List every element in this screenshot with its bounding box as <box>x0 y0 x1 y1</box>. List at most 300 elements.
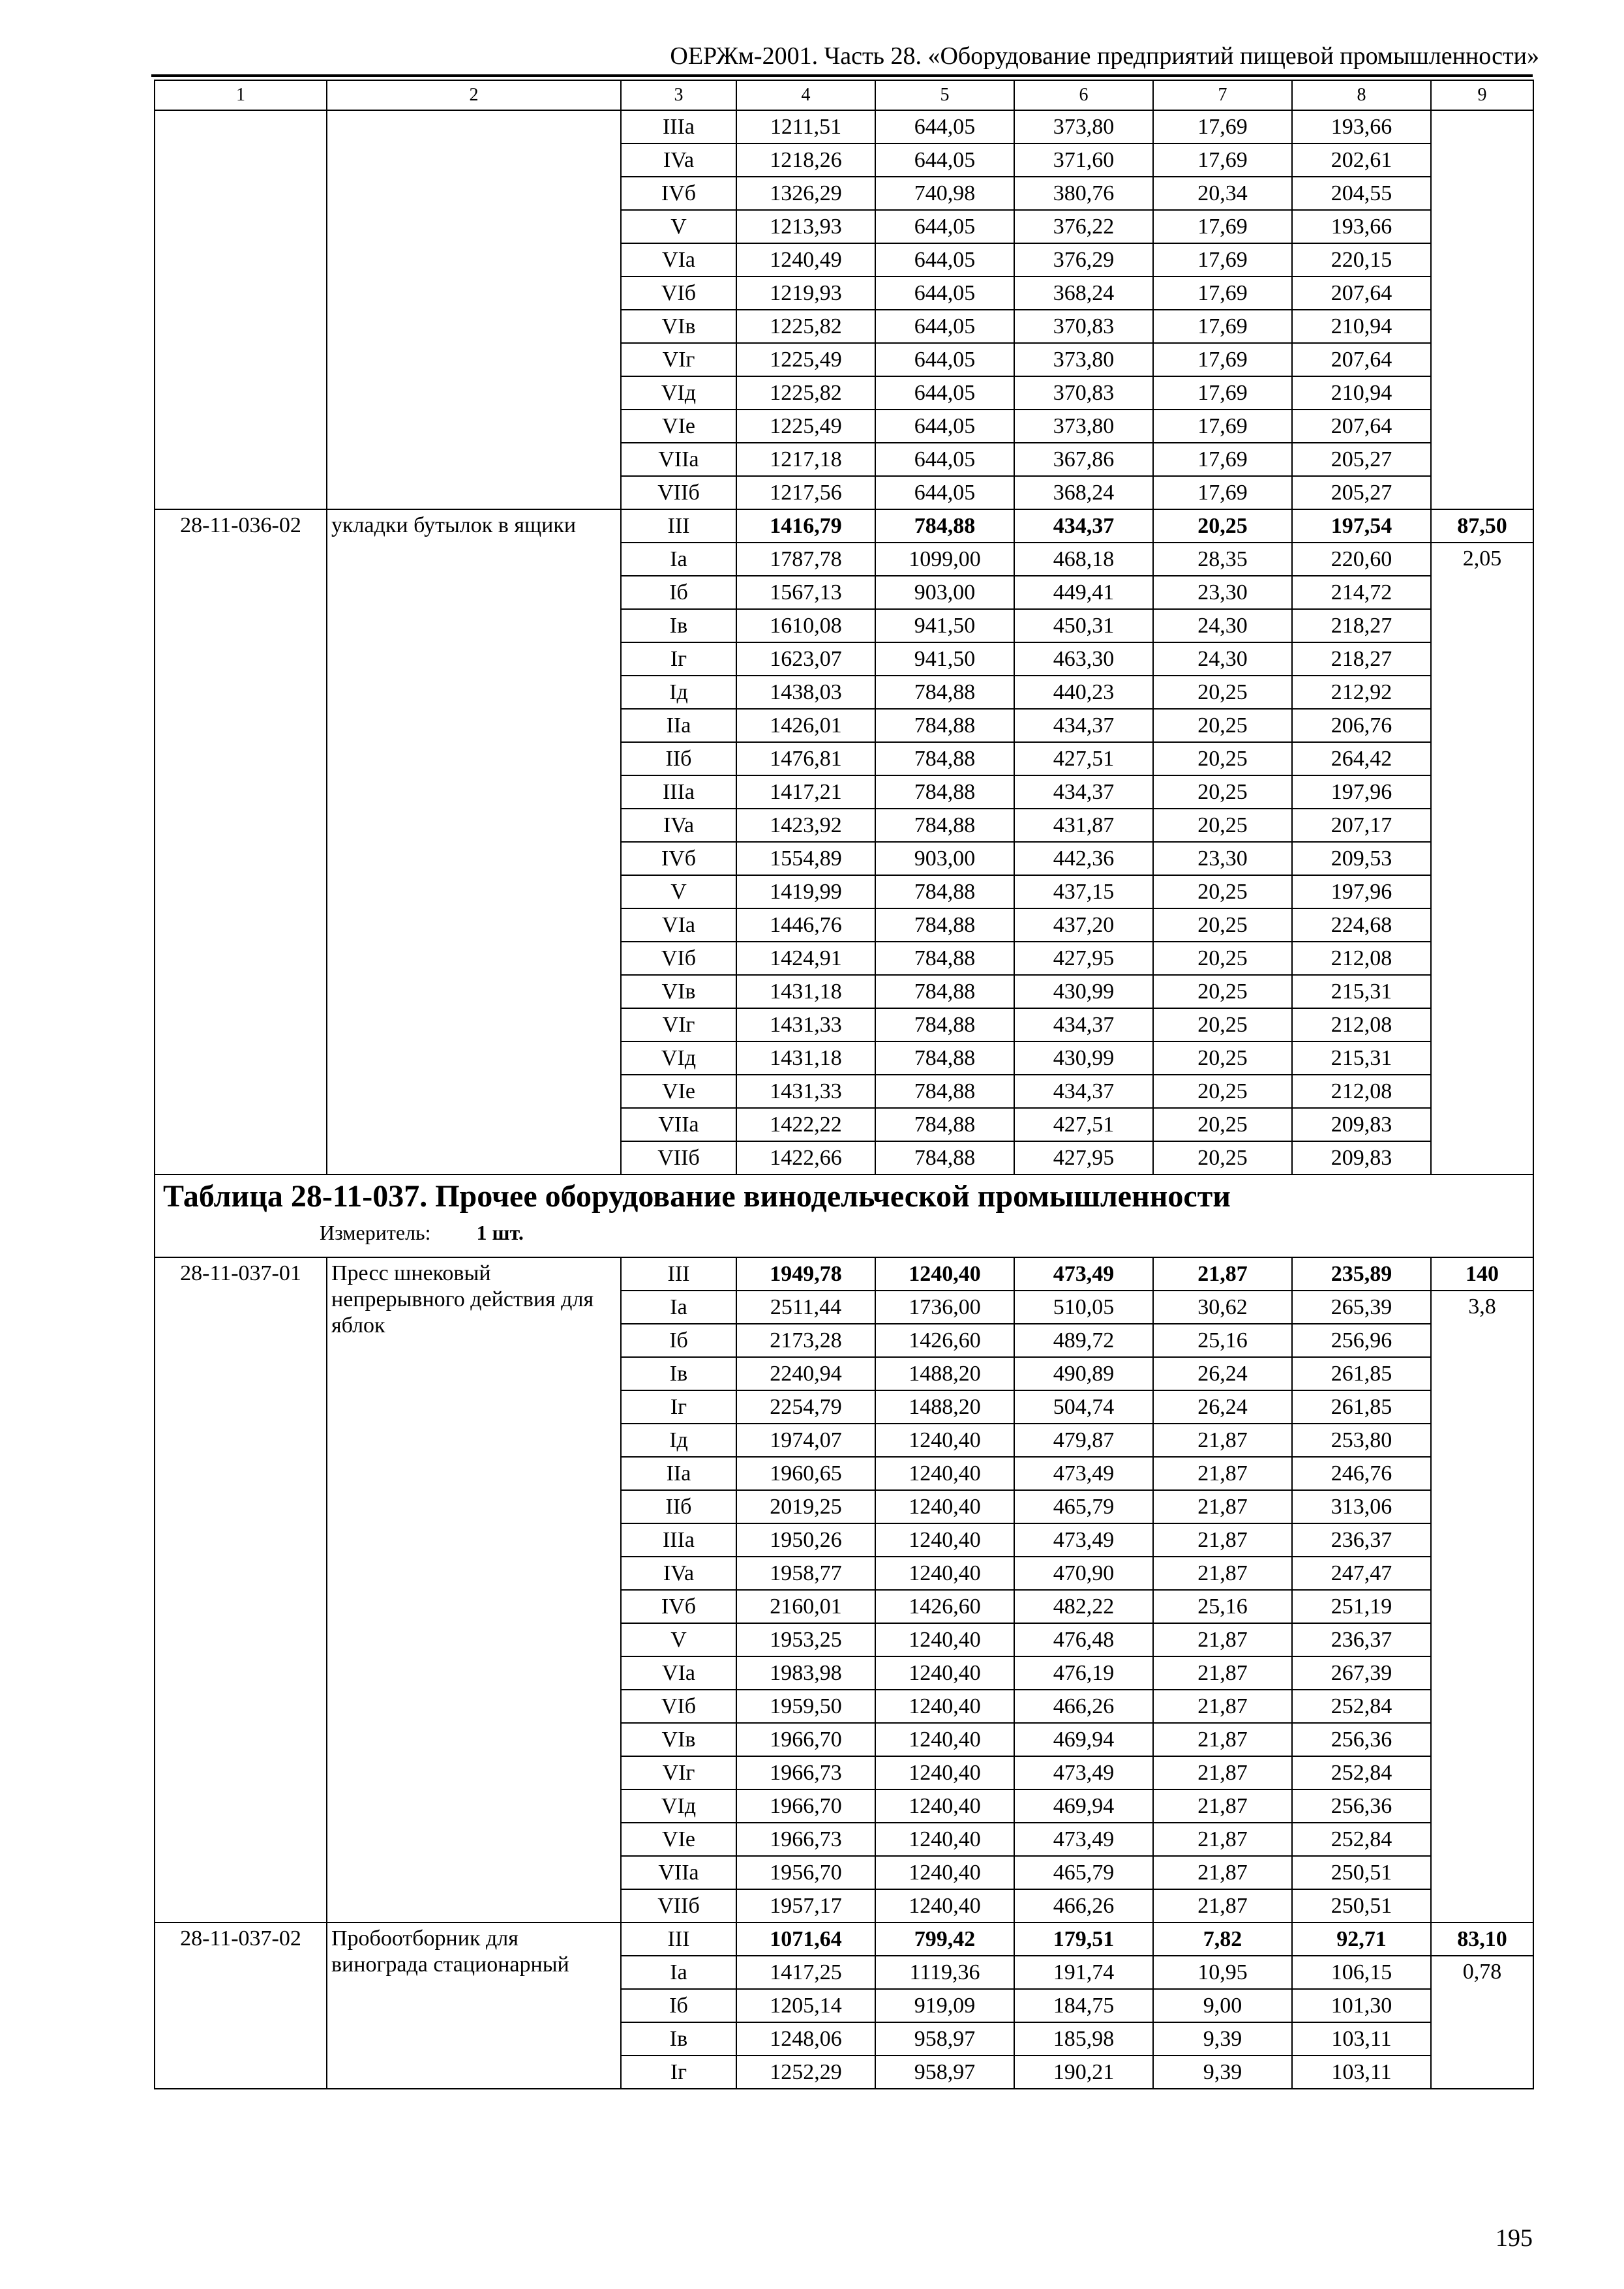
value-cell: 17,69 <box>1153 110 1292 143</box>
table-row <box>155 1257 1533 1291</box>
value-cell: 212,92 <box>1292 676 1431 709</box>
value-cell: 197,54 <box>1292 509 1431 543</box>
zone-cell: Ia <box>621 543 736 576</box>
value-cell: 101,30 <box>1292 1989 1431 2022</box>
column-number: 7 <box>1153 80 1292 110</box>
value-cell: 21,87 <box>1153 1623 1292 1656</box>
value-cell: 209,83 <box>1292 1108 1431 1141</box>
value-cell: 799,42 <box>875 1922 1014 1956</box>
value-cell: 261,85 <box>1292 1357 1431 1390</box>
rate-name: Пресс шнековый непрерывного действия для яблок <box>327 1257 621 1922</box>
zone-cell: IIIa <box>621 1523 736 1557</box>
value-cell: 220,60 <box>1292 543 1431 576</box>
zone-cell: Iб <box>621 576 736 609</box>
value-cell: 1240,49 <box>736 243 875 277</box>
zone-cell: IIIa <box>621 110 736 143</box>
value-cell: 30,62 <box>1153 1291 1292 1324</box>
value-cell: 430,99 <box>1014 975 1153 1008</box>
zone-cell: IIa <box>621 1457 736 1490</box>
value-cell: 267,39 <box>1292 1656 1431 1690</box>
rates-table <box>154 80 1534 2089</box>
value-cell: 2240,94 <box>736 1357 875 1390</box>
value-cell: 212,08 <box>1292 1008 1431 1041</box>
value-cell: 256,36 <box>1292 1723 1431 1756</box>
value-cell: 1416,79 <box>736 509 875 543</box>
value-cell: 17,69 <box>1153 343 1292 376</box>
value-cell: 20,25 <box>1153 1108 1292 1141</box>
value-cell: 1219,93 <box>736 277 875 310</box>
rate-name: Пробоотборник для винограда стационарный <box>327 1922 621 2089</box>
value-cell: 1488,20 <box>875 1357 1014 1390</box>
zone-cell: Iг <box>621 2056 736 2089</box>
value-cell: 370,83 <box>1014 376 1153 410</box>
value-cell: 1736,00 <box>875 1291 1014 1324</box>
value-cell: 252,84 <box>1292 1823 1431 1856</box>
value-cell: 212,08 <box>1292 942 1431 975</box>
zone-cell: IVб <box>621 177 736 210</box>
value-cell: 20,25 <box>1153 942 1292 975</box>
value-cell: 490,89 <box>1014 1357 1153 1390</box>
value-cell: 434,37 <box>1014 1008 1153 1041</box>
value-cell: 205,27 <box>1292 476 1431 509</box>
value-cell: 23,30 <box>1153 842 1292 875</box>
value-cell: 784,88 <box>875 1141 1014 1174</box>
value-cell: 2254,79 <box>736 1390 875 1424</box>
value-cell: 193,66 <box>1292 110 1431 143</box>
zone-cell: Iб <box>621 1989 736 2022</box>
value-cell: 1446,76 <box>736 908 875 942</box>
value-cell: 1240,40 <box>875 1257 1014 1291</box>
value-cell: 1953,25 <box>736 1623 875 1656</box>
value-cell: 2511,44 <box>736 1291 875 1324</box>
value-cell: 1623,07 <box>736 642 875 676</box>
value-cell: 215,31 <box>1292 1041 1431 1075</box>
value-cell: 9,00 <box>1153 1989 1292 2022</box>
value-cell: 368,24 <box>1014 277 1153 310</box>
value-cell: 21,87 <box>1153 1856 1292 1889</box>
value-cell: 24,30 <box>1153 609 1292 642</box>
value-cell: 210,94 <box>1292 310 1431 343</box>
zone-cell: VIе <box>621 1075 736 1108</box>
value-cell: 1240,40 <box>875 1523 1014 1557</box>
value-cell: 21,87 <box>1153 1889 1292 1922</box>
page-number: 195 <box>1496 2224 1533 2252</box>
value-cell: 427,51 <box>1014 1108 1153 1141</box>
value-cell: 250,51 <box>1292 1856 1431 1889</box>
value-cell: 510,05 <box>1014 1291 1153 1324</box>
value-cell: 1966,70 <box>736 1723 875 1756</box>
value-cell: 1213,93 <box>736 210 875 243</box>
value-cell: 20,25 <box>1153 742 1292 775</box>
value-cell: 430,99 <box>1014 1041 1153 1075</box>
value-cell: 1431,33 <box>736 1075 875 1108</box>
value-cell: 205,27 <box>1292 443 1431 476</box>
value-cell: 644,05 <box>875 110 1014 143</box>
value-cell: 1071,64 <box>736 1922 875 1956</box>
value-cell: 21,87 <box>1153 1656 1292 1690</box>
value-cell: 197,96 <box>1292 775 1431 809</box>
value-cell: 473,49 <box>1014 1523 1153 1557</box>
zone-cell: IIб <box>621 1490 736 1523</box>
zone-cell: Ia <box>621 1956 736 1989</box>
value-cell: 21,87 <box>1153 1690 1292 1723</box>
value-cell: 644,05 <box>875 210 1014 243</box>
zone-cell: III <box>621 1922 736 1956</box>
value-cell: 1225,49 <box>736 410 875 443</box>
value-cell: 473,49 <box>1014 1457 1153 1490</box>
value-cell: 220,15 <box>1292 243 1431 277</box>
value-cell: 17,69 <box>1153 376 1292 410</box>
value-cell: 1426,01 <box>736 709 875 742</box>
value-cell: 17,69 <box>1153 243 1292 277</box>
value-cell: 784,88 <box>875 709 1014 742</box>
value-cell: 250,51 <box>1292 1889 1431 1922</box>
value-cell: 427,51 <box>1014 742 1153 775</box>
value-cell: 313,06 <box>1292 1490 1431 1523</box>
value-cell: 261,85 <box>1292 1390 1431 1424</box>
value-cell: 784,88 <box>875 775 1014 809</box>
value-cell: 17,69 <box>1153 310 1292 343</box>
value-cell: 21,87 <box>1153 1557 1292 1590</box>
value-cell: 644,05 <box>875 443 1014 476</box>
zone-cell: III <box>621 509 736 543</box>
measure-label: Измеритель: <box>320 1221 431 1244</box>
value-cell: 1218,26 <box>736 143 875 177</box>
zone-cell: VIг <box>621 1756 736 1789</box>
value-cell: 941,50 <box>875 642 1014 676</box>
value-cell: 193,66 <box>1292 210 1431 243</box>
zone-cell: IIIa <box>621 775 736 809</box>
value-cell: 958,97 <box>875 2022 1014 2056</box>
value-cell: 252,84 <box>1292 1690 1431 1723</box>
value-cell: 469,94 <box>1014 1723 1153 1756</box>
column-number: 1 <box>155 80 327 110</box>
value-cell: 1957,17 <box>736 1889 875 1922</box>
value-cell: 103,11 <box>1292 2022 1431 2056</box>
value-cell: 17,69 <box>1153 476 1292 509</box>
value-cell: 1426,60 <box>875 1590 1014 1623</box>
rate-name <box>327 110 621 509</box>
value-cell: 21,87 <box>1153 1257 1292 1291</box>
value-cell: 20,25 <box>1153 875 1292 908</box>
value-cell: 9,39 <box>1153 2056 1292 2089</box>
value-cell: 2019,25 <box>736 1490 875 1523</box>
value-cell: 373,80 <box>1014 410 1153 443</box>
table-row <box>155 1922 1533 1956</box>
value-cell: 376,22 <box>1014 210 1153 243</box>
value-cell: 17,69 <box>1153 443 1292 476</box>
value-cell: 191,74 <box>1014 1956 1153 1989</box>
rate-code <box>155 110 327 509</box>
value-cell: 450,31 <box>1014 609 1153 642</box>
value-cell: 1240,40 <box>875 1656 1014 1690</box>
value-cell: 1426,60 <box>875 1324 1014 1357</box>
value-cell: 1960,65 <box>736 1457 875 1490</box>
zone-cell: VIг <box>621 1008 736 1041</box>
value-cell: 7,82 <box>1153 1922 1292 1956</box>
value-cell: 207,64 <box>1292 343 1431 376</box>
value-cell: 1956,70 <box>736 1856 875 1889</box>
value-cell: 25,16 <box>1153 1590 1292 1623</box>
value-cell: 644,05 <box>875 243 1014 277</box>
zone-cell: VIг <box>621 343 736 376</box>
value-cell: 21,87 <box>1153 1490 1292 1523</box>
value-cell: 21,87 <box>1153 1523 1292 1557</box>
value-cell: 644,05 <box>875 410 1014 443</box>
weight-cell: 140 <box>1431 1257 1533 1291</box>
value-cell: 370,83 <box>1014 310 1153 343</box>
value-cell: 373,80 <box>1014 110 1153 143</box>
value-cell: 17,69 <box>1153 210 1292 243</box>
value-cell: 470,90 <box>1014 1557 1153 1590</box>
value-cell: 23,30 <box>1153 576 1292 609</box>
value-cell: 1787,78 <box>736 543 875 576</box>
value-cell: 20,25 <box>1153 676 1292 709</box>
value-cell: 214,72 <box>1292 576 1431 609</box>
zone-cell: VIд <box>621 1041 736 1075</box>
value-cell: 1225,49 <box>736 343 875 376</box>
rate-name: укладки бутылок в ящики <box>327 509 621 1174</box>
value-cell: 20,25 <box>1153 509 1292 543</box>
value-cell: 207,64 <box>1292 277 1431 310</box>
value-cell: 20,25 <box>1153 1075 1292 1108</box>
value-cell: 1240,40 <box>875 1690 1014 1723</box>
rate-code: 28-11-036-02 <box>155 509 327 1174</box>
value-cell: 212,08 <box>1292 1075 1431 1108</box>
zone-cell: IIa <box>621 709 736 742</box>
page-header: ОЕРЖм-2001. Часть 28. «Оборудование предприятий пищевой промышленности» <box>670 42 1539 70</box>
value-cell: 903,00 <box>875 842 1014 875</box>
value-cell: 185,98 <box>1014 2022 1153 2056</box>
value-cell: 1225,82 <box>736 310 875 343</box>
value-cell: 1423,92 <box>736 809 875 842</box>
value-cell: 465,79 <box>1014 1490 1153 1523</box>
value-cell: 206,76 <box>1292 709 1431 742</box>
value-cell: 247,47 <box>1292 1557 1431 1590</box>
value-cell: 1240,40 <box>875 1856 1014 1889</box>
zone-cell: VIIб <box>621 476 736 509</box>
section-row <box>155 1174 1533 1257</box>
value-cell: 644,05 <box>875 277 1014 310</box>
value-cell: 1240,40 <box>875 1557 1014 1590</box>
zone-cell: VIе <box>621 410 736 443</box>
value-cell: 92,71 <box>1292 1922 1431 1956</box>
zone-cell: VIIa <box>621 1856 736 1889</box>
value-cell: 20,25 <box>1153 709 1292 742</box>
value-cell: 644,05 <box>875 310 1014 343</box>
value-cell: 1949,78 <box>736 1257 875 1291</box>
value-cell: 103,11 <box>1292 2056 1431 2089</box>
value-cell: 215,31 <box>1292 975 1431 1008</box>
value-cell: 1567,13 <box>736 576 875 609</box>
value-cell: 20,34 <box>1153 177 1292 210</box>
value-cell: 1240,40 <box>875 1723 1014 1756</box>
value-cell: 106,15 <box>1292 1956 1431 1989</box>
zone-cell: VIе <box>621 1823 736 1856</box>
empty-cell <box>1431 110 1533 509</box>
value-cell: 1326,29 <box>736 177 875 210</box>
column-number: 4 <box>736 80 875 110</box>
value-cell: 431,87 <box>1014 809 1153 842</box>
value-cell: 1248,06 <box>736 2022 875 2056</box>
value-cell: 1240,40 <box>875 1756 1014 1789</box>
value-cell: 20,25 <box>1153 1141 1292 1174</box>
zone-cell: IVб <box>621 842 736 875</box>
zone-cell: Iг <box>621 642 736 676</box>
value-cell: 784,88 <box>875 1108 1014 1141</box>
value-cell: 740,98 <box>875 177 1014 210</box>
value-cell: 473,49 <box>1014 1823 1153 1856</box>
value-cell: 784,88 <box>875 1008 1014 1041</box>
zone-cell: VIIa <box>621 443 736 476</box>
value-cell: 368,24 <box>1014 476 1153 509</box>
value-cell: 903,00 <box>875 576 1014 609</box>
value-cell: 1431,33 <box>736 1008 875 1041</box>
value-cell: 473,49 <box>1014 1756 1153 1789</box>
column-numbers-row <box>155 80 1533 110</box>
section-measure <box>163 1218 1533 1247</box>
value-cell: 236,37 <box>1292 1523 1431 1557</box>
value-cell: 371,60 <box>1014 143 1153 177</box>
value-cell: 958,97 <box>875 2056 1014 2089</box>
value-cell: 434,37 <box>1014 509 1153 543</box>
value-cell: 179,51 <box>1014 1922 1153 1956</box>
column-number: 8 <box>1292 80 1431 110</box>
value-cell: 437,20 <box>1014 908 1153 942</box>
table-row <box>155 110 1533 143</box>
value-cell: 197,96 <box>1292 875 1431 908</box>
value-cell: 20,25 <box>1153 809 1292 842</box>
value-cell: 1419,99 <box>736 875 875 908</box>
value-cell: 21,87 <box>1153 1424 1292 1457</box>
value-cell: 1225,82 <box>736 376 875 410</box>
value-cell: 784,88 <box>875 942 1014 975</box>
value-cell: 437,15 <box>1014 875 1153 908</box>
value-cell: 236,37 <box>1292 1623 1431 1656</box>
value-cell: 367,86 <box>1014 443 1153 476</box>
zone-cell: VIд <box>621 1789 736 1823</box>
value-cell: 784,88 <box>875 509 1014 543</box>
value-cell: 20,25 <box>1153 775 1292 809</box>
value-cell: 224,68 <box>1292 908 1431 942</box>
value-cell: 1205,14 <box>736 1989 875 2022</box>
zone-cell: VIв <box>621 310 736 343</box>
value-cell: 251,19 <box>1292 1590 1431 1623</box>
zone-cell: VIв <box>621 1723 736 1756</box>
value-cell: 644,05 <box>875 376 1014 410</box>
value-cell: 376,29 <box>1014 243 1153 277</box>
value-cell: 644,05 <box>875 343 1014 376</box>
value-cell: 482,22 <box>1014 1590 1153 1623</box>
column-number: 2 <box>327 80 621 110</box>
value-cell: 246,76 <box>1292 1457 1431 1490</box>
value-cell: 20,25 <box>1153 908 1292 942</box>
value-cell: 784,88 <box>875 809 1014 842</box>
value-cell: 434,37 <box>1014 775 1153 809</box>
zone-cell: Iв <box>621 1357 736 1390</box>
value-cell: 784,88 <box>875 875 1014 908</box>
column-number: 6 <box>1014 80 1153 110</box>
value-cell: 476,48 <box>1014 1623 1153 1656</box>
value-cell: 20,25 <box>1153 1041 1292 1075</box>
value-cell: 190,21 <box>1014 2056 1153 2089</box>
zone-cell: IVa <box>621 143 736 177</box>
value-cell: 784,88 <box>875 742 1014 775</box>
value-cell: 644,05 <box>875 143 1014 177</box>
value-cell: 469,94 <box>1014 1789 1153 1823</box>
value-cell: 489,72 <box>1014 1324 1153 1357</box>
value-cell: 28,35 <box>1153 543 1292 576</box>
value-cell: 26,24 <box>1153 1357 1292 1390</box>
value-cell: 440,23 <box>1014 676 1153 709</box>
value-cell: 253,80 <box>1292 1424 1431 1457</box>
value-cell: 209,83 <box>1292 1141 1431 1174</box>
value-cell: 442,36 <box>1014 842 1153 875</box>
value-cell: 1554,89 <box>736 842 875 875</box>
value-cell: 20,25 <box>1153 975 1292 1008</box>
value-cell: 1958,77 <box>736 1557 875 1590</box>
value-cell: 1240,40 <box>875 1457 1014 1490</box>
value-cell: 1959,50 <box>736 1690 875 1723</box>
zone-cell: Iд <box>621 676 736 709</box>
value-cell: 21,87 <box>1153 1457 1292 1490</box>
value-cell: 17,69 <box>1153 410 1292 443</box>
value-cell: 9,39 <box>1153 2022 1292 2056</box>
value-cell: 434,37 <box>1014 709 1153 742</box>
value-cell: 1252,29 <box>736 2056 875 2089</box>
table-row <box>155 509 1533 543</box>
value-cell: 202,61 <box>1292 143 1431 177</box>
zone-cell: VIIa <box>621 1108 736 1141</box>
value-cell: 256,36 <box>1292 1789 1431 1823</box>
value-cell: 264,42 <box>1292 742 1431 775</box>
value-cell: 2173,28 <box>736 1324 875 1357</box>
column-number: 3 <box>621 80 736 110</box>
value-cell: 1240,40 <box>875 1823 1014 1856</box>
value-cell: 21,87 <box>1153 1723 1292 1756</box>
value-cell: 1422,66 <box>736 1141 875 1174</box>
value-cell: 21,87 <box>1153 1789 1292 1823</box>
value-cell: 1240,40 <box>875 1490 1014 1523</box>
value-cell: 504,74 <box>1014 1390 1153 1424</box>
zone-cell: VIб <box>621 942 736 975</box>
value-cell: 463,30 <box>1014 642 1153 676</box>
value-cell: 1974,07 <box>736 1424 875 1457</box>
value-cell: 235,89 <box>1292 1257 1431 1291</box>
zone-cell: Iд <box>621 1424 736 1457</box>
zone-cell: Iг <box>621 1390 736 1424</box>
zone-cell: VIб <box>621 1690 736 1723</box>
value-cell: 1431,18 <box>736 975 875 1008</box>
value-cell: 1099,00 <box>875 543 1014 576</box>
value-cell: 1417,21 <box>736 775 875 809</box>
zone-cell: IVa <box>621 809 736 842</box>
zone-cell: IVб <box>621 1590 736 1623</box>
value-cell: 784,88 <box>875 676 1014 709</box>
value-cell: 1966,73 <box>736 1823 875 1856</box>
value-cell: 1424,91 <box>736 942 875 975</box>
value-cell: 1610,08 <box>736 609 875 642</box>
value-cell: 1950,26 <box>736 1523 875 1557</box>
zone-cell: V <box>621 210 736 243</box>
table-body <box>155 80 1533 2089</box>
value-cell: 204,55 <box>1292 177 1431 210</box>
zone-cell: VIIб <box>621 1889 736 1922</box>
value-cell: 784,88 <box>875 1075 1014 1108</box>
zone-cell: IIб <box>621 742 736 775</box>
value-cell: 427,95 <box>1014 1141 1153 1174</box>
value-cell: 479,87 <box>1014 1424 1153 1457</box>
